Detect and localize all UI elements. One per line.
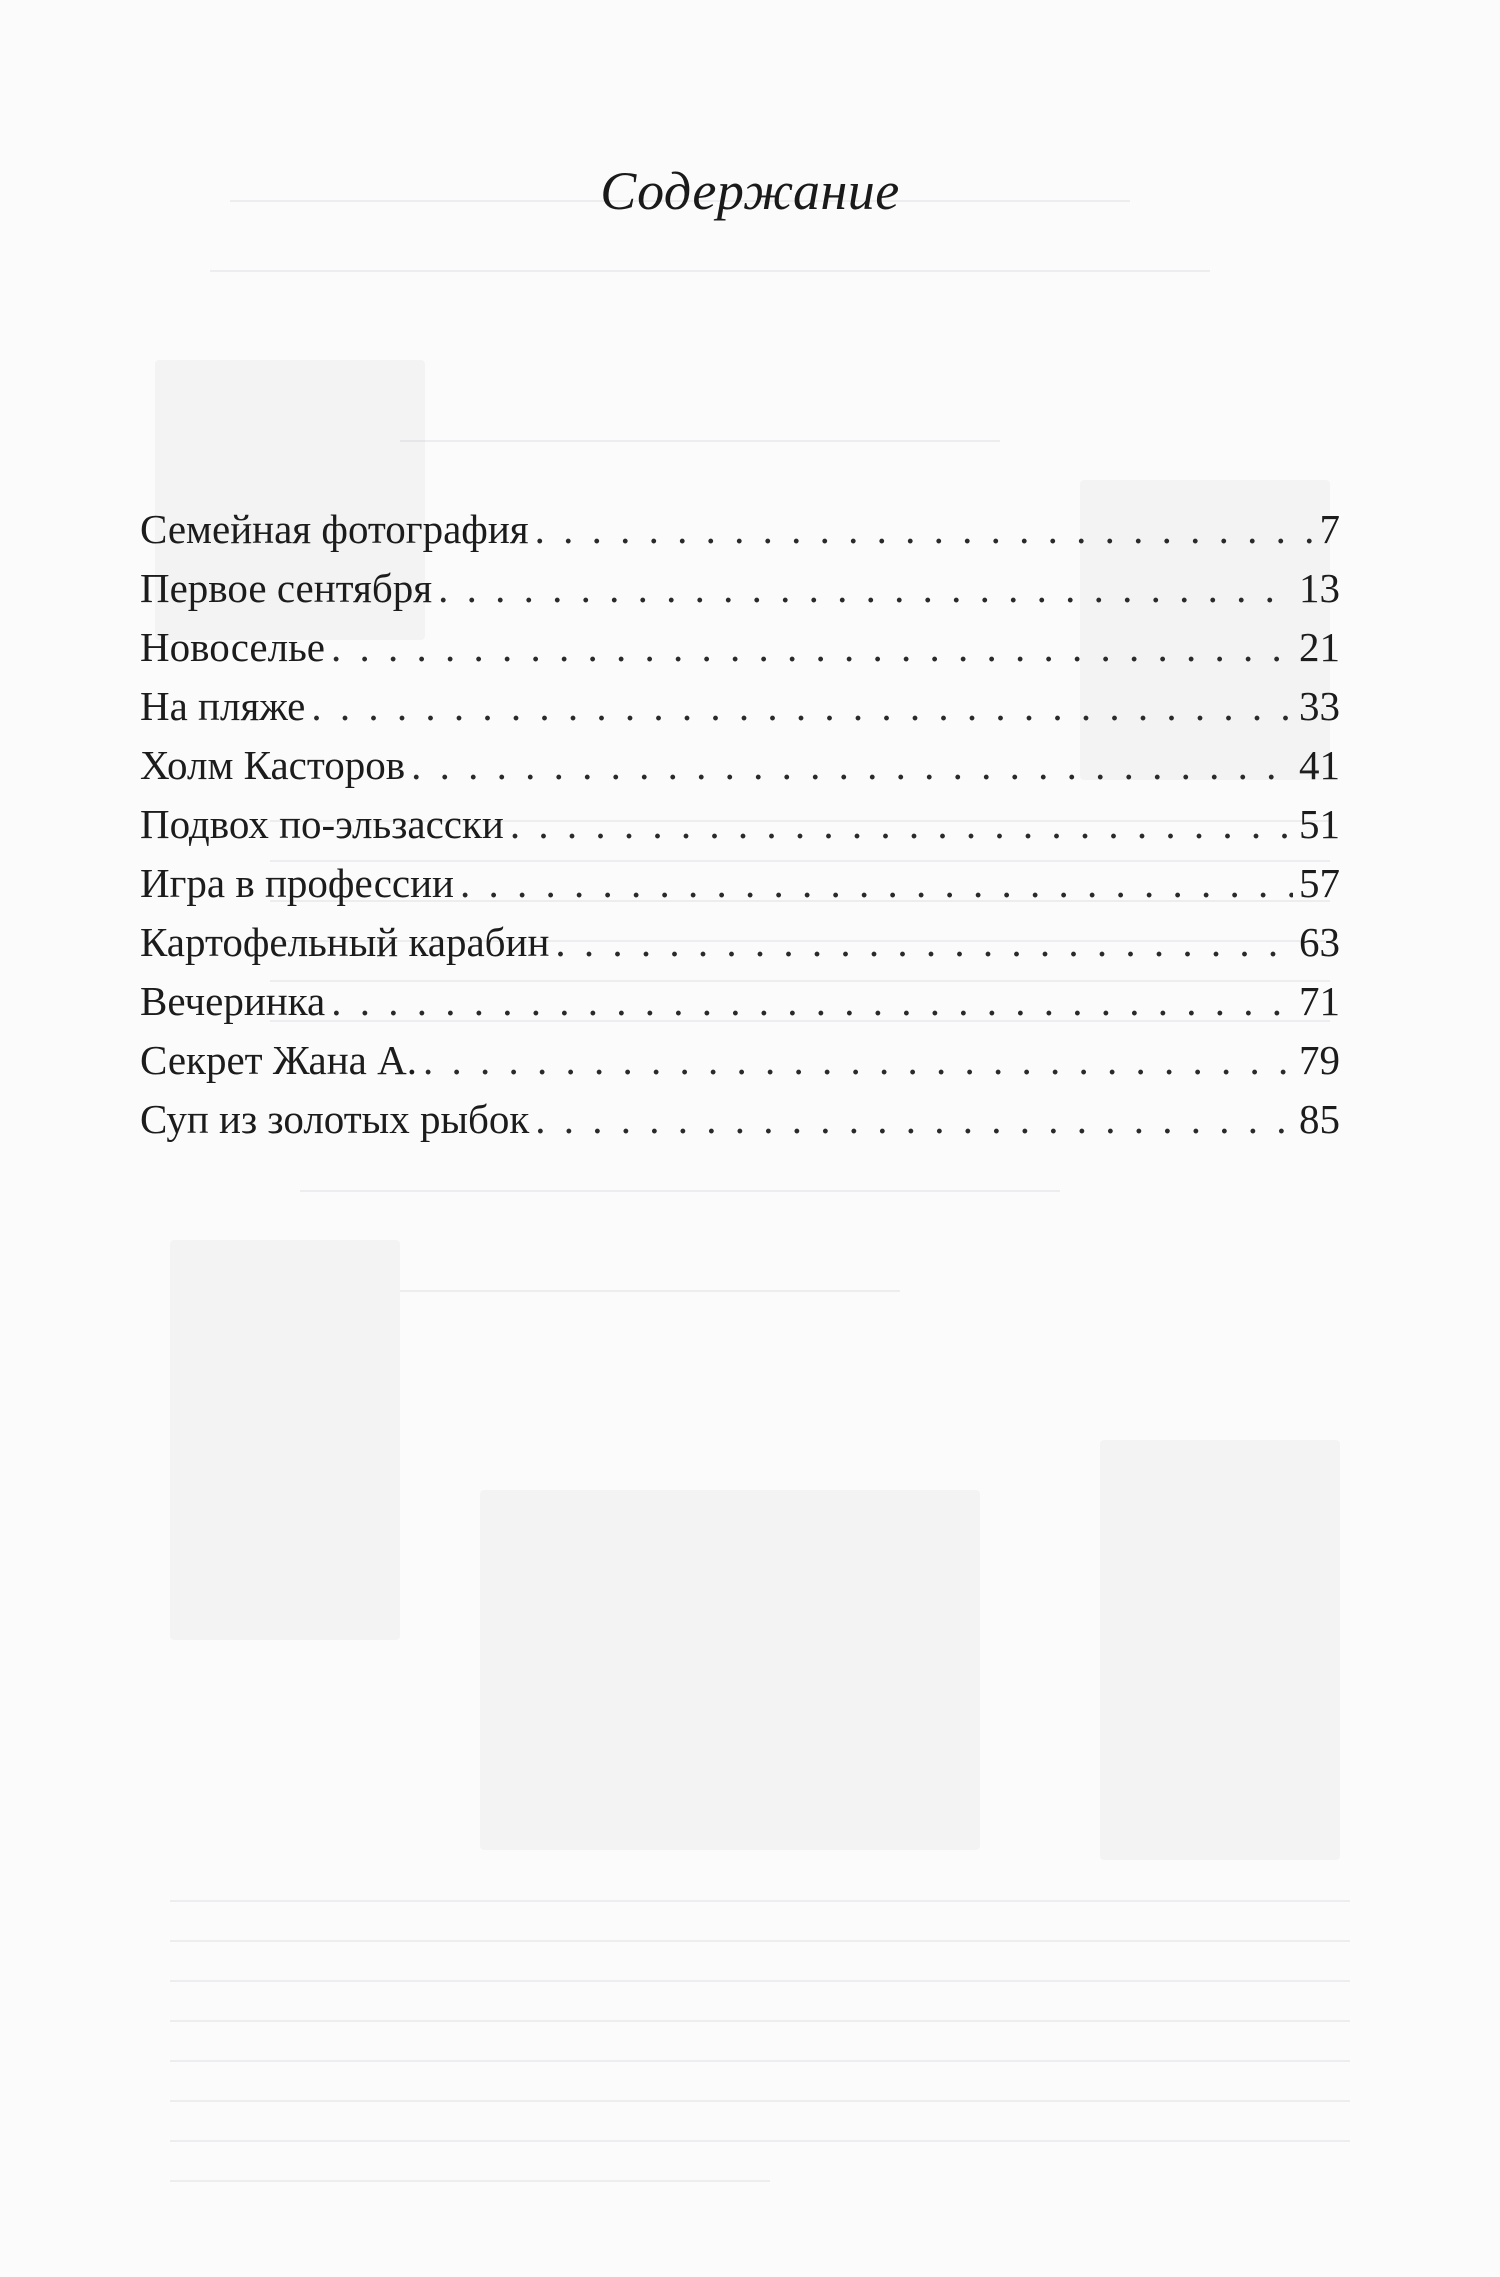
toc-entry-title: Секрет Жана А. xyxy=(140,1037,417,1083)
toc-entry-title: Вечеринка xyxy=(140,978,326,1024)
toc-leader-dots xyxy=(331,972,1293,1031)
toc-leader-dots xyxy=(331,618,1293,677)
toc-entry-page: 41 xyxy=(1299,742,1340,788)
toc-entry[interactable] xyxy=(140,795,1340,854)
toc-entry-title: Суп из золотых рыбок xyxy=(140,1096,530,1142)
toc-entry-page: 79 xyxy=(1299,1037,1340,1083)
toc-entry[interactable] xyxy=(140,1090,1340,1149)
toc-entry-page: 71 xyxy=(1299,978,1340,1024)
toc-entry-title: На пляже xyxy=(140,683,306,729)
toc-entry-title: Первое сентября xyxy=(140,565,433,611)
toc-leader-dots xyxy=(535,500,1314,559)
table-of-contents xyxy=(140,500,1340,1149)
toc-leader-dots xyxy=(460,854,1293,913)
toc-leader-dots xyxy=(555,913,1293,972)
toc-entry-title: Картофельный карабин xyxy=(140,919,550,965)
toc-entry[interactable] xyxy=(140,500,1340,559)
toc-entry-title: Семейная фотография xyxy=(140,506,529,552)
toc-entry-page: 51 xyxy=(1299,801,1340,847)
toc-entry-title: Холм Касторов xyxy=(140,742,406,788)
toc-entry[interactable] xyxy=(140,972,1340,1031)
toc-entry[interactable] xyxy=(140,618,1340,677)
toc-entry[interactable] xyxy=(140,1031,1340,1090)
toc-entry-title: Игра в профессии xyxy=(140,860,454,906)
toc-entry-page: 57 xyxy=(1299,860,1340,906)
toc-entry[interactable] xyxy=(140,677,1340,736)
toc-entry[interactable] xyxy=(140,913,1340,972)
toc-entry-page: 7 xyxy=(1319,506,1340,552)
toc-entry-page: 33 xyxy=(1299,683,1340,729)
toc-leader-dots xyxy=(510,795,1293,854)
toc-leader-dots xyxy=(311,677,1293,736)
page-title: Содержание xyxy=(600,161,900,221)
toc-entry-page: 13 xyxy=(1299,565,1340,611)
toc-leader-dots xyxy=(423,1031,1293,1090)
toc-entry[interactable] xyxy=(140,559,1340,618)
toc-entry-title: Подвох по-эльзасски xyxy=(140,801,504,847)
toc-leader-dots xyxy=(411,736,1293,795)
toc-entry-page: 21 xyxy=(1299,624,1340,670)
toc-leader-dots xyxy=(438,559,1293,618)
bleed-through-background xyxy=(150,140,1350,2190)
toc-entry-page: 63 xyxy=(1299,919,1340,965)
toc-entry[interactable] xyxy=(140,854,1340,913)
toc-leader-dots xyxy=(535,1090,1293,1149)
toc-entry[interactable] xyxy=(140,736,1340,795)
toc-entry-title: Новоселье xyxy=(140,624,325,670)
toc-entry-page: 85 xyxy=(1299,1096,1340,1142)
